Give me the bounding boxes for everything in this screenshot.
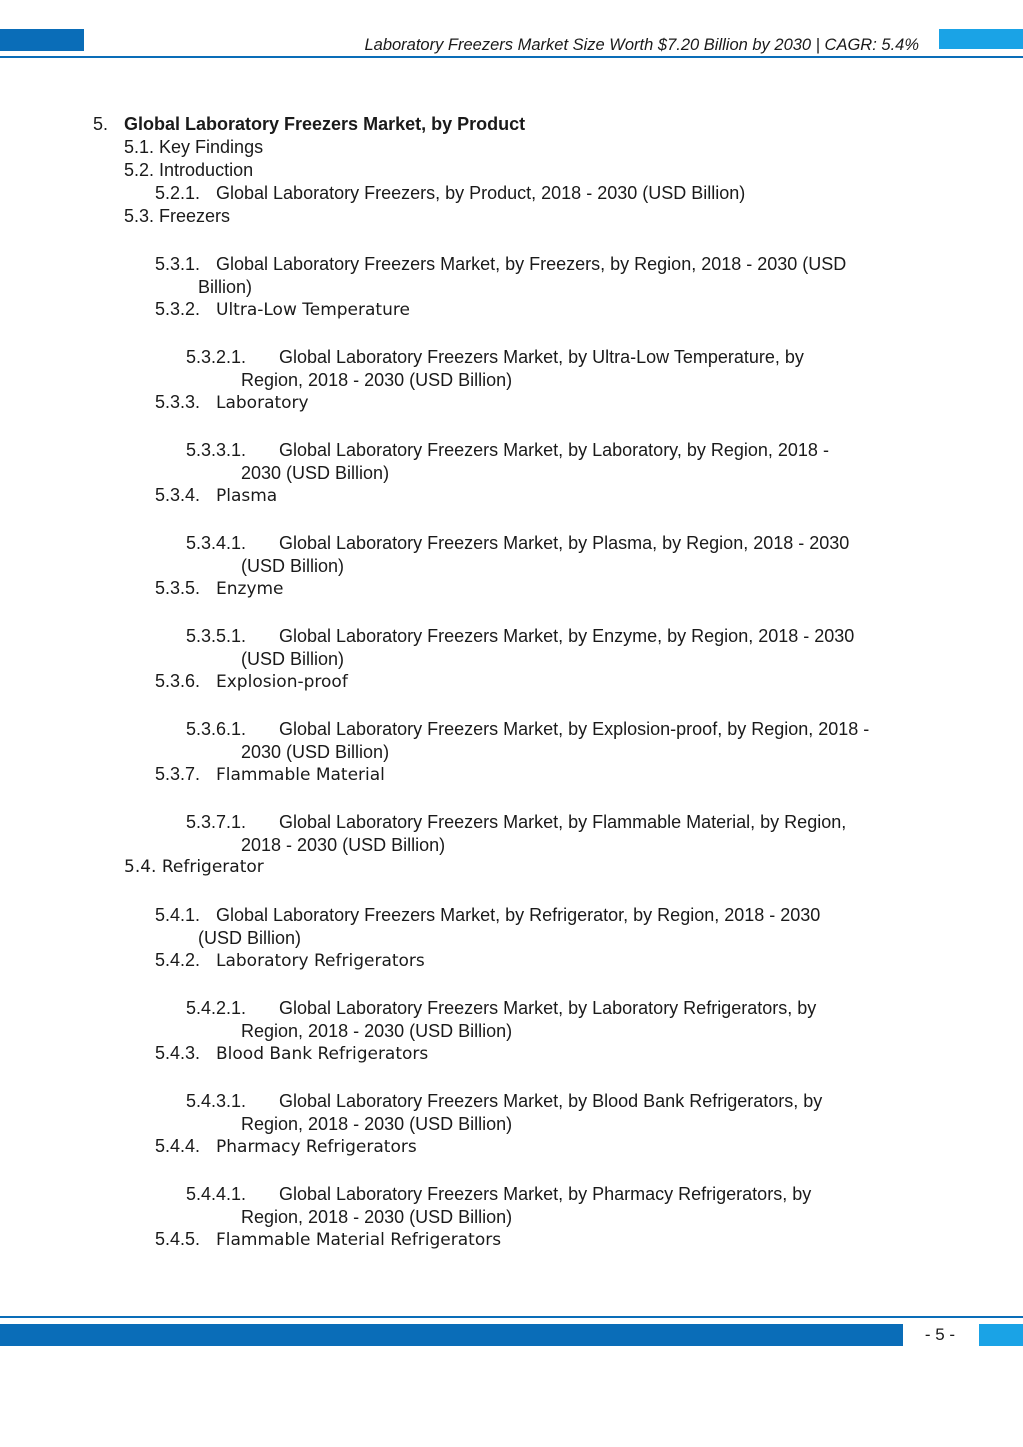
toc-text: Global Laboratory Freezers, by Product, 2018 - 2030 (USD Billion) (216, 183, 746, 203)
header-title: Laboratory Freezers Market Size Worth $7.20 Billion by 2030 | CAGR: 5.4% (364, 36, 919, 54)
toc-number: 5.3.6.1. (186, 719, 247, 739)
toc-entry-5-3-1 (155, 253, 846, 276)
toc-text: Pharmacy Refrigerators (216, 1137, 417, 1157)
footer-rule (0, 1316, 1023, 1318)
toc-entry-5-4-2-1 (186, 997, 816, 1020)
toc-text: Flammable Material Refrigerators (216, 1230, 502, 1250)
header-rule (0, 56, 1023, 58)
toc-text: Ultra-Low Temperature (216, 300, 410, 320)
header-right-accent (939, 29, 1023, 49)
toc-text: Enzyme (216, 579, 284, 599)
toc-entry-5-3-1-cont: Billion) (198, 277, 253, 297)
toc-entry-5-4-2 (155, 949, 425, 973)
toc-text-line1: Global Laboratory Freezers Market, by Ultra-Low Temperature, by (279, 347, 804, 367)
toc-number: 5.3.7.1. (186, 812, 247, 832)
toc-number: 5.4.1. (155, 905, 201, 925)
page-number: - 5 - (924, 1325, 956, 1344)
toc-entry-5-3-6 (155, 670, 348, 694)
toc-entry-5-3-7 (155, 763, 385, 787)
toc-entry-5-3-4-1 (186, 532, 849, 555)
toc-entry-5-4-4-1 (186, 1183, 811, 1206)
toc-entry-5-3-3-1-cont: 2030 (USD Billion) (241, 463, 390, 483)
toc-heading: Global Laboratory Freezers Market, by Product (124, 114, 526, 134)
footer-right-accent (979, 1324, 1023, 1346)
toc-number: 5.3.4.1. (186, 533, 247, 553)
toc-number: 5.3.5.1. (186, 626, 247, 646)
toc-entry-5-1: 5.1. Key Findings (124, 137, 264, 157)
toc-entry-5 (93, 113, 525, 136)
toc-text: Blood Bank Refrigerators (216, 1044, 429, 1064)
toc-text-line1: Global Laboratory Freezers Market, by Freezers, by Region, 2018 - 2030 (USD (216, 254, 847, 274)
toc-text: Explosion-proof (216, 672, 348, 692)
toc-text-line1: Global Laboratory Freezers Market, by Plasma, by Region, 2018 - 2030 (279, 533, 850, 553)
toc-text-line1: Global Laboratory Freezers Market, by Blood Bank Refrigerators, by (279, 1091, 823, 1111)
toc-text-line1: Global Laboratory Freezers Market, by Flammable Material, by Region, (279, 812, 847, 832)
toc-entry-5-3-7-1-cont: 2018 - 2030 (USD Billion) (241, 835, 446, 855)
toc-text-line1: Global Laboratory Freezers Market, by Explosion-proof, by Region, 2018 - (279, 719, 870, 739)
toc-entry-5-2-1 (155, 182, 745, 205)
toc-text: Laboratory Refrigerators (216, 951, 425, 971)
toc-number: 5.4.5. (155, 1229, 201, 1249)
toc-text-line1: Global Laboratory Freezers Market, by Laboratory Refrigerators, by (279, 998, 817, 1018)
toc-number: 5.3.4. (155, 485, 201, 505)
toc-number: 5.2.1. (155, 183, 201, 203)
toc-entry-5-4: 5.4. Refrigerator (124, 857, 264, 877)
toc-entry-5-3-2-1-cont: Region, 2018 - 2030 (USD Billion) (241, 370, 513, 390)
toc-entry-5-3-2 (155, 298, 410, 322)
header-left-accent (0, 29, 84, 51)
toc-entry-5-3-6-1-cont: 2030 (USD Billion) (241, 742, 390, 762)
toc-entry-5-3: 5.3. Freezers (124, 206, 231, 226)
toc-number: 5.3.2. (155, 299, 201, 319)
toc-entry-5-4-4 (155, 1135, 417, 1159)
toc-number: 5.3.3.1. (186, 440, 247, 460)
toc-entry-5-4-5 (155, 1228, 501, 1252)
toc-entry-5-3-2-1 (186, 346, 804, 369)
toc-entry-5-3-4-1-cont: (USD Billion) (241, 556, 345, 576)
toc-entry-5-4-1-cont: (USD Billion) (198, 928, 302, 948)
toc-number: 5.3.5. (155, 578, 201, 598)
toc-entry-5-3-5-1 (186, 625, 854, 648)
toc-entry-5-3-7-1 (186, 811, 846, 834)
toc-text-line1: Global Laboratory Freezers Market, by Pharmacy Refrigerators, by (279, 1184, 812, 1204)
toc-number: 5.3.7. (155, 764, 201, 784)
toc-entry-5-3-4 (155, 484, 277, 508)
toc-text: Plasma (216, 486, 278, 506)
toc-text-line1: Global Laboratory Freezers Market, by Laboratory, by Region, 2018 - (279, 440, 829, 460)
toc-number: 5.4.4. (155, 1136, 201, 1156)
toc-entry-5-4-4-1-cont: Region, 2018 - 2030 (USD Billion) (241, 1207, 513, 1227)
toc-number: 5.3.1. (155, 254, 201, 274)
toc-text: Laboratory (216, 393, 309, 413)
toc-entry-5-3-5-1-cont: (USD Billion) (241, 649, 345, 669)
toc-entry-5-4-3-1 (186, 1090, 822, 1113)
toc-number: 5.4.3.1. (186, 1091, 247, 1111)
toc-entry-5-4-3-1-cont: Region, 2018 - 2030 (USD Billion) (241, 1114, 513, 1134)
toc-number: 5.3.3. (155, 392, 201, 412)
toc-entry-5-3-5 (155, 577, 284, 601)
toc-entry-5-3-3-1 (186, 439, 829, 462)
toc-number: 5.3.2.1. (186, 347, 247, 367)
toc-entry-5-2: 5.2. Introduction (124, 160, 254, 180)
toc-number: 5.4.2.1. (186, 998, 247, 1018)
toc-entry-5-3-3 (155, 391, 309, 415)
toc-number: 5. (93, 114, 109, 134)
toc-text-line1: Global Laboratory Freezers Market, by Refrigerator, by Region, 2018 - 2030 (216, 905, 821, 925)
toc-number: 5.4.4.1. (186, 1184, 247, 1204)
toc-entry-5-4-2-1-cont: Region, 2018 - 2030 (USD Billion) (241, 1021, 513, 1041)
toc-number: 5.4.2. (155, 950, 201, 970)
toc-text-line1: Global Laboratory Freezers Market, by Enzyme, by Region, 2018 - 2030 (279, 626, 855, 646)
toc-entry-5-4-3 (155, 1042, 428, 1066)
toc-text: Flammable Material (216, 765, 385, 785)
toc-entry-5-4-1 (155, 904, 820, 927)
toc-number: 5.3.6. (155, 671, 201, 691)
toc-number: 5.4.3. (155, 1043, 201, 1063)
footer-bar (0, 1324, 903, 1346)
toc-entry-5-3-6-1 (186, 718, 869, 741)
